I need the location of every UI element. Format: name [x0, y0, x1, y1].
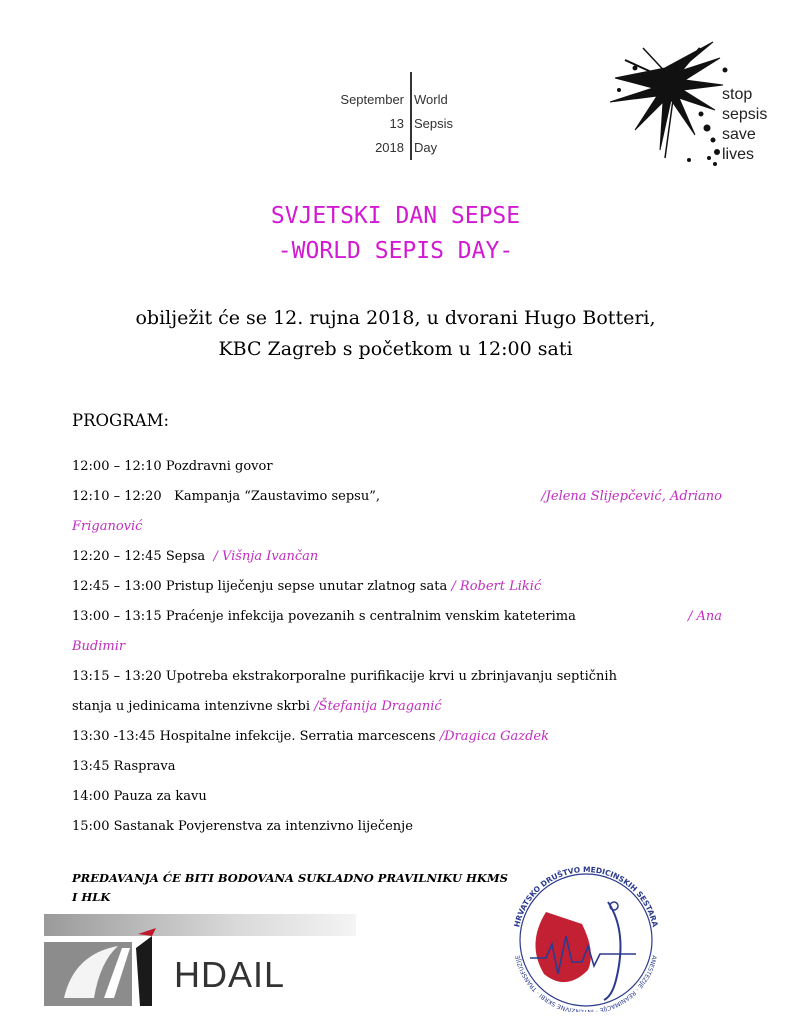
logo-line-stop: stop — [722, 86, 753, 103]
item-title: Sastanak Povjerenstva za intenzivno liječenje — [113, 819, 413, 834]
item-speaker: / Robert Likić — [451, 579, 542, 594]
logo-line-sepsis: sepsis — [722, 106, 768, 123]
logo-line-sepsis: Sepsis — [414, 116, 454, 131]
program-item — [72, 602, 722, 632]
item-title: Kampanja “Zaustavimo sepsu”, — [174, 489, 381, 504]
item-time: 13:30 -13:45 — [72, 729, 156, 744]
item-time: 14:00 — [72, 789, 110, 804]
hdms-logo — [496, 862, 676, 1012]
intro-line-2: KBC Zagreb s početkom u 12:00 sati — [218, 338, 573, 360]
item-title: Praćenje infekcija povezanih s centralnim venskim kateterima — [165, 609, 576, 624]
item-time: 12:20 – 12:45 — [72, 549, 162, 564]
item-speaker-continued: Friganović — [72, 519, 143, 534]
program-list — [72, 452, 722, 842]
stop-sepsis-text — [722, 85, 767, 165]
item-time: 12:10 – 12:20 — [72, 489, 162, 504]
world-sepsis-day-logo — [330, 72, 470, 162]
stop-sepsis-logo — [605, 40, 768, 170]
program-item-continued — [72, 692, 722, 722]
program-item — [72, 572, 722, 602]
item-title: Sepsa — [165, 549, 206, 564]
item-title: Upotreba ekstrakorporalne purifikacije krvi u zbrinjavanju septičnih — [165, 669, 617, 684]
logo-line-2018: 2018 — [375, 140, 404, 155]
intro-line-1: obilježit će se 12. rujna 2018, u dvorani Hugo Botteri, — [135, 307, 656, 329]
item-time: 13:15 – 13:20 — [72, 669, 162, 684]
item-time: 13:00 – 13:15 — [72, 609, 162, 624]
item-time: 12:45 – 13:00 — [72, 579, 162, 594]
logo-line-day: Day — [414, 140, 438, 155]
emblem-ring-top-text: HRVATSKO DRUŠTVO MEDICINSKIH SESTARA — [512, 864, 660, 928]
item-title: Rasprava — [113, 759, 176, 774]
item-speaker-continued: Budimir — [72, 639, 126, 654]
item-speaker: /Štefanija Draganić — [314, 699, 442, 714]
note-line-1: PREDAVANJA ĆE BITI BODOVANA SUKLADNO PRAVILNIKU HKMS — [72, 871, 508, 885]
logo-line-lives: lives — [722, 146, 755, 163]
page-title: SVJETSKI DAN SEPSE — [270, 203, 521, 229]
logo-line-13: 13 — [389, 116, 404, 131]
item-title: Hospitalne infekcije. Serratia marcescens — [159, 729, 436, 744]
nursing-society-emblem-icon — [496, 862, 676, 1012]
item-title: Pristup liječenju sepse unutar zlatnog sata — [165, 579, 448, 594]
program-item — [72, 722, 722, 752]
logo-line-world: World — [414, 92, 448, 107]
item-speaker: /Jelena Slijepčević, Adriano — [541, 489, 722, 504]
program-item — [72, 482, 722, 512]
item-speaker: / Višnja Ivančan — [213, 549, 319, 564]
logo-line-september: September — [340, 92, 404, 107]
item-title: Pozdravni govor — [165, 459, 273, 474]
item-speaker: /Dragica Gazdek — [439, 729, 550, 744]
program-item — [72, 782, 722, 812]
logo-line-save: save — [722, 126, 756, 143]
hdail-wordmark: HDAIL — [174, 954, 286, 995]
logo-divider — [410, 72, 412, 160]
item-time: 15:00 — [72, 819, 110, 834]
page-subtitle: -WORLD SEPIS DAY- — [277, 238, 514, 264]
item-speaker: / Ana — [687, 609, 722, 624]
logo-right-text — [414, 88, 453, 160]
program-item — [72, 662, 722, 692]
hdail-logo — [44, 914, 356, 1006]
accreditation-note — [72, 869, 512, 907]
program-item — [72, 752, 722, 782]
item-time: 13:45 — [72, 759, 110, 774]
logo-left-text — [340, 88, 404, 160]
program-item — [72, 812, 722, 842]
item-title: Pauza za kavu — [113, 789, 207, 804]
item-title-continued: stanja u jedinicama intenzivne skrbi — [72, 699, 311, 714]
program-heading: PROGRAM: — [72, 411, 170, 430]
program-item — [72, 452, 722, 482]
emblem-ring-bottom-text: ANESTEZIJE · REANIMACIJE · INTENZIVNE SKRBI · TRANSFUZIJE — [514, 954, 658, 1012]
note-line-2: I HLK — [72, 890, 111, 904]
program-item — [72, 542, 722, 572]
item-time: 12:00 – 12:10 — [72, 459, 162, 474]
